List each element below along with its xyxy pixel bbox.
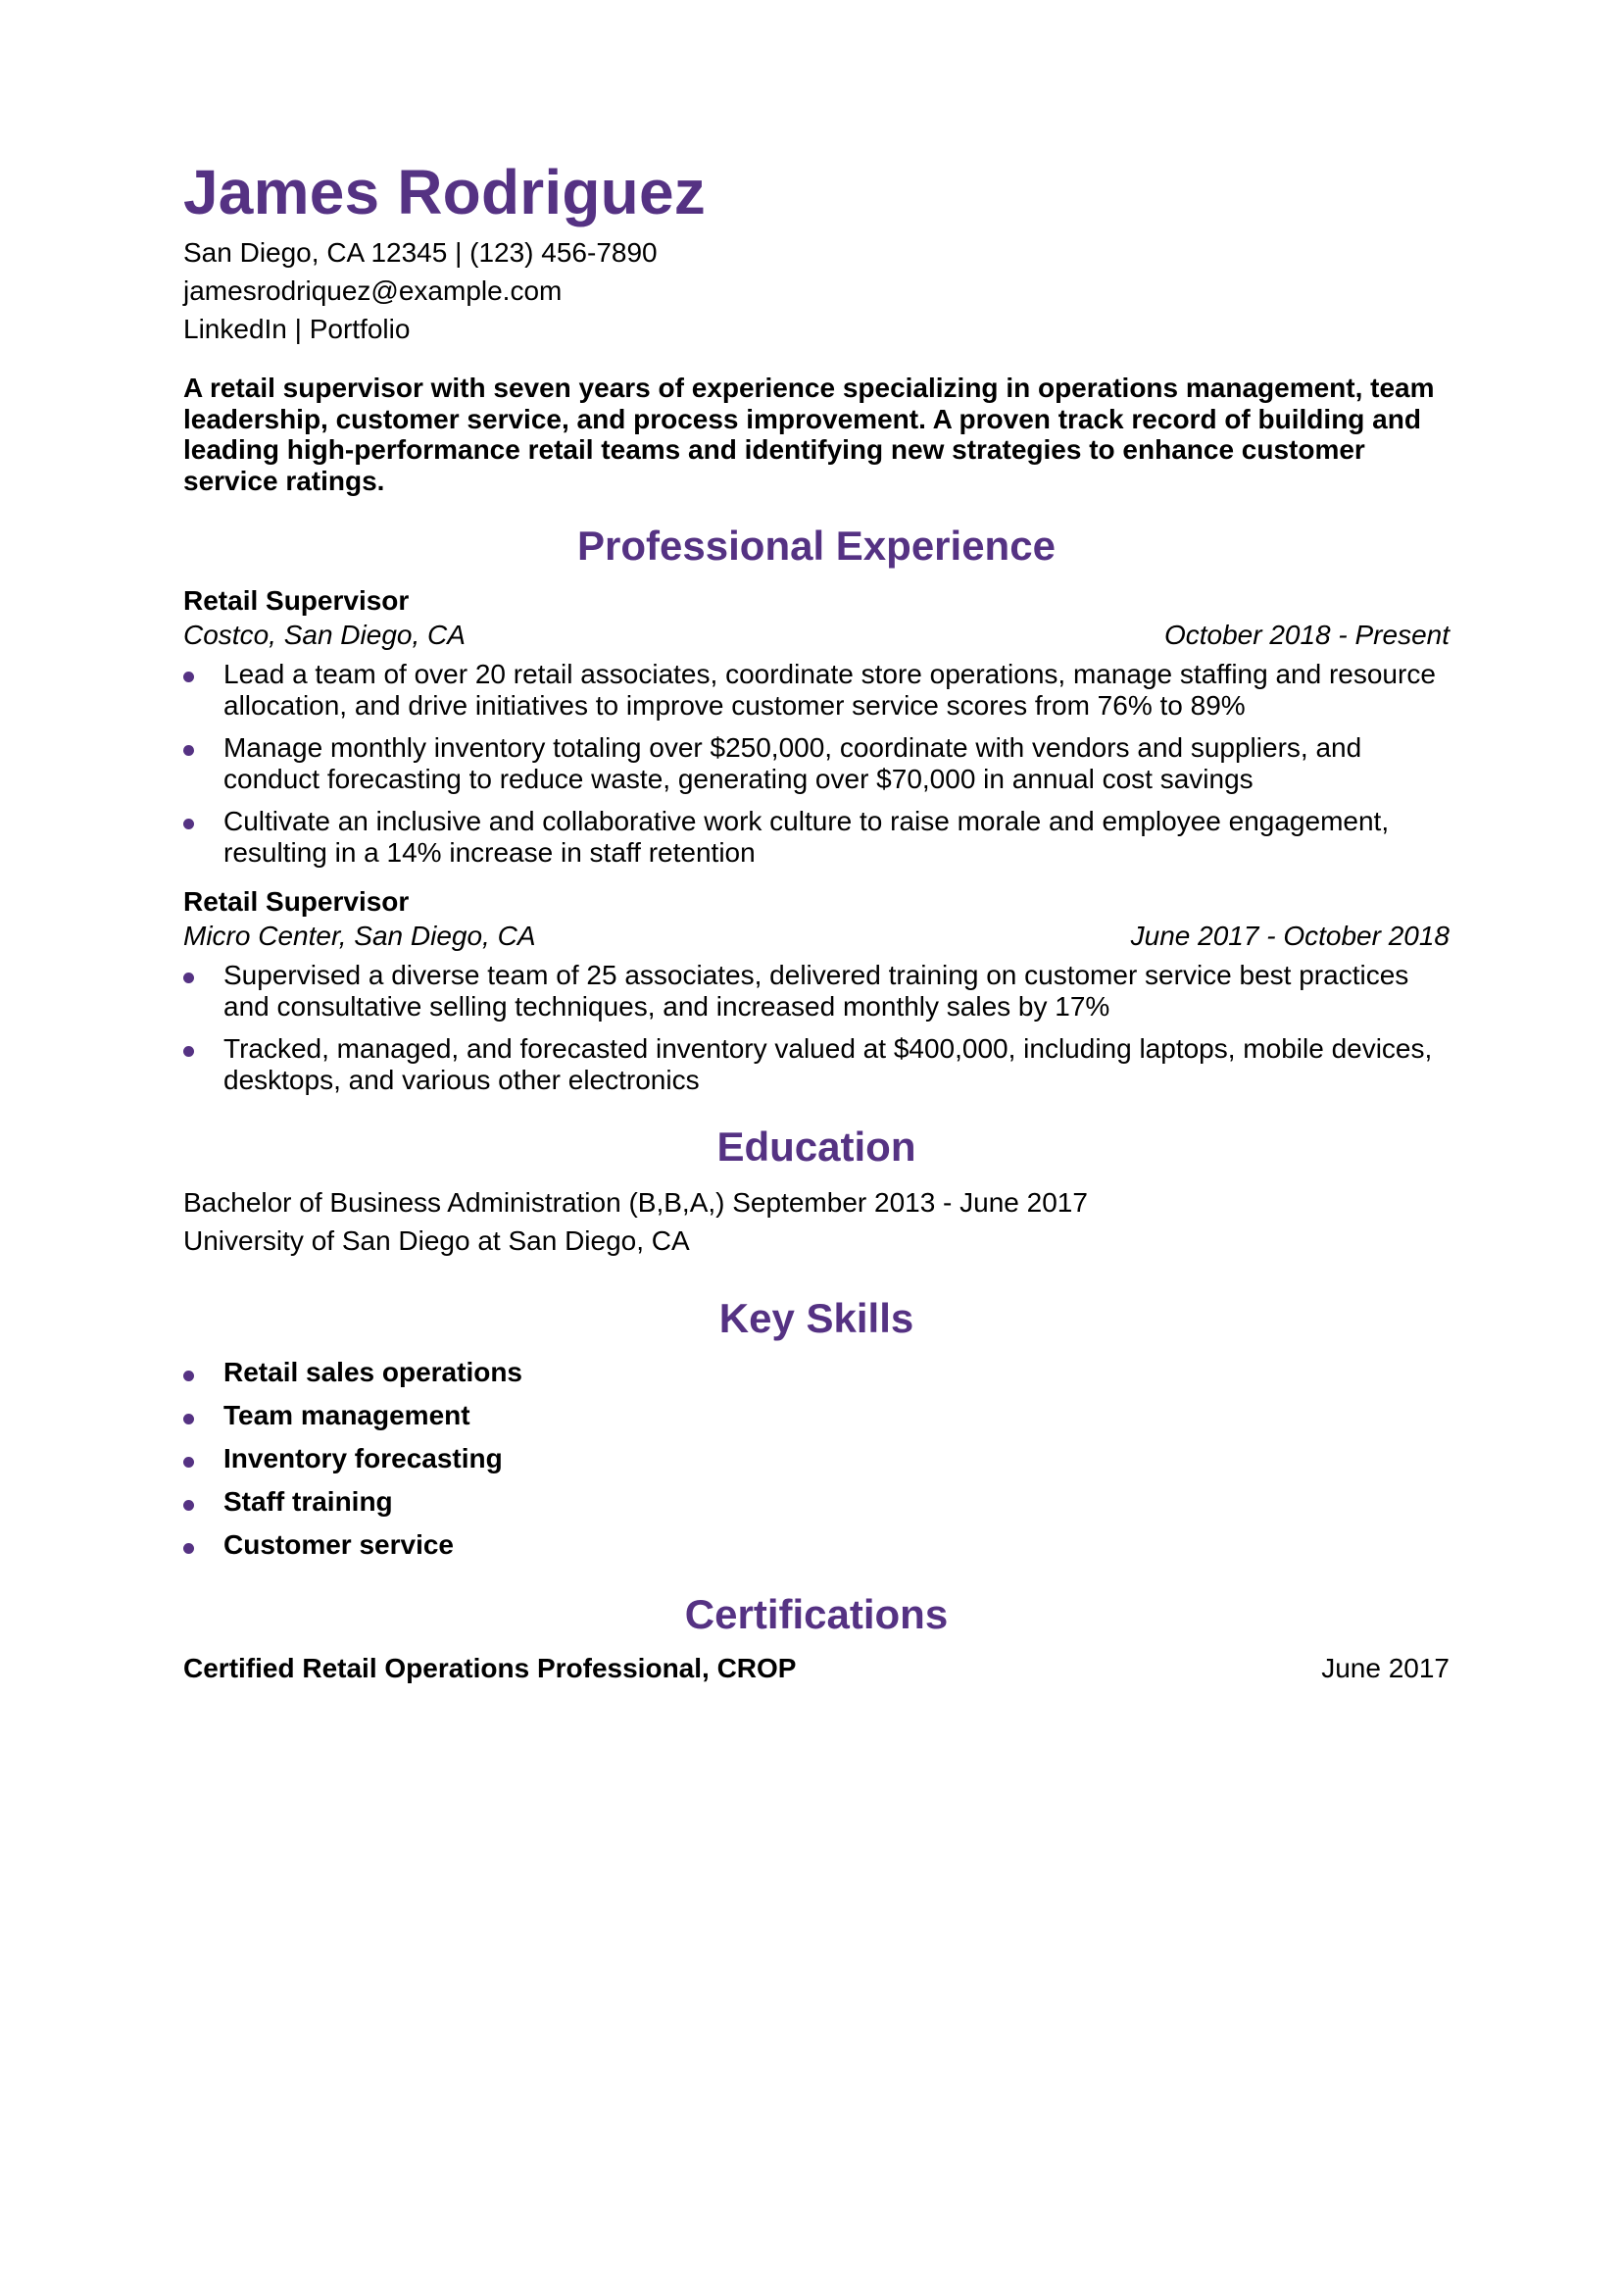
contact-links: LinkedIn | Portfolio [183,314,411,344]
education-degree: Bachelor of Business Administration (B,B,A,) September 2013 - June 2017 [183,1187,1088,1218]
list-item [183,732,1450,794]
bullet-dot-icon [183,745,194,756]
job-bullets [183,659,1450,868]
list-item [183,1529,1450,1561]
job-meta [183,618,1450,653]
skill-text: Team management [223,1400,470,1430]
list-item [183,659,1450,721]
skill-text: Staff training [223,1486,393,1517]
skill-text: Inventory forecasting [223,1443,503,1473]
skill-text: Retail sales operations [223,1357,523,1387]
bullet-text: Lead a team of over 20 retail associates, coordinate store operations, manage staffing and resource allocation, and drive initiatives to improve customer service scores from 76% to 89% [223,659,1436,721]
section-title-education: Education [716,1123,916,1170]
section-title-experience: Professional Experience [577,523,1056,569]
bullet-dot-icon [183,1543,194,1554]
contact-email: jamesrodriquez@example.com [183,275,563,306]
job-company: Micro Center, San Diego, CA [183,921,536,951]
list-item [183,1033,1450,1095]
job-bullets [183,960,1450,1095]
contact-location-phone: San Diego, CA 12345 | (123) 456-7890 [183,237,658,268]
skill-text: Customer service [223,1529,455,1560]
bullet-dot-icon [183,1371,194,1381]
bullet-dot-icon [183,973,194,983]
bullet-dot-icon [183,1500,194,1511]
job-meta [183,919,1450,954]
bullet-dot-icon [183,1046,194,1057]
bullet-dot-icon [183,1414,194,1424]
certification-date: June 2017 [1321,1653,1450,1683]
resume-content [183,155,1450,1686]
education-entry [183,1183,1450,1260]
list-item [183,1486,1450,1518]
certification-entry [183,1651,1450,1686]
bullet-dot-icon [183,672,194,682]
job-company: Costco, San Diego, CA [183,620,466,650]
bullet-text: Manage monthly inventory totaling over $250,000, coordinate with vendors and suppliers, and conduct forecasting to reduce waste, generating over $70,000 in annual cost savings [223,732,1362,794]
bullet-dot-icon [183,819,194,829]
list-item [183,960,1450,1022]
list-item [183,1443,1450,1474]
job-entry [183,584,1450,868]
professional-summary: A retail supervisor with seven years of experience specializing in operations management, team leadership, customer service, and process improvement. A proven track record of building and leading high-performance retail teams and identifying new strategies to enhance customer service ratings. [183,373,1435,496]
job-entry [183,885,1450,1095]
section-title-skills: Key Skills [718,1295,914,1341]
job-dates: October 2018 - Present [1163,620,1450,650]
candidate-name: James Rodriguez [183,157,706,227]
job-title: Retail Supervisor [183,585,410,616]
bullet-text: Tracked, managed, and forecasted inventory valued at $400,000, including laptops, mobile devices, desktops, and various other electronics [223,1033,1433,1095]
bullet-text: Cultivate an inclusive and collaborative work culture to raise morale and employee engagement, resulting in a 14% increase in staff retention [223,806,1390,868]
bullet-dot-icon [183,1457,194,1468]
bullet-text: Supervised a diverse team of 25 associates, delivered training on customer service best practices and consultative selling techniques, and increased monthly sales by 17% [223,960,1409,1022]
list-item [183,1357,1450,1388]
skills-list [183,1357,1450,1561]
section-title-certifications: Certifications [684,1591,949,1637]
certification-name: Certified Retail Operations Professional, CROP [183,1653,797,1683]
list-item [183,806,1450,868]
job-title: Retail Supervisor [183,886,410,917]
job-dates: June 2017 - October 2018 [1130,921,1450,951]
list-item [183,1400,1450,1431]
education-school: University of San Diego at San Diego, CA [183,1225,690,1256]
